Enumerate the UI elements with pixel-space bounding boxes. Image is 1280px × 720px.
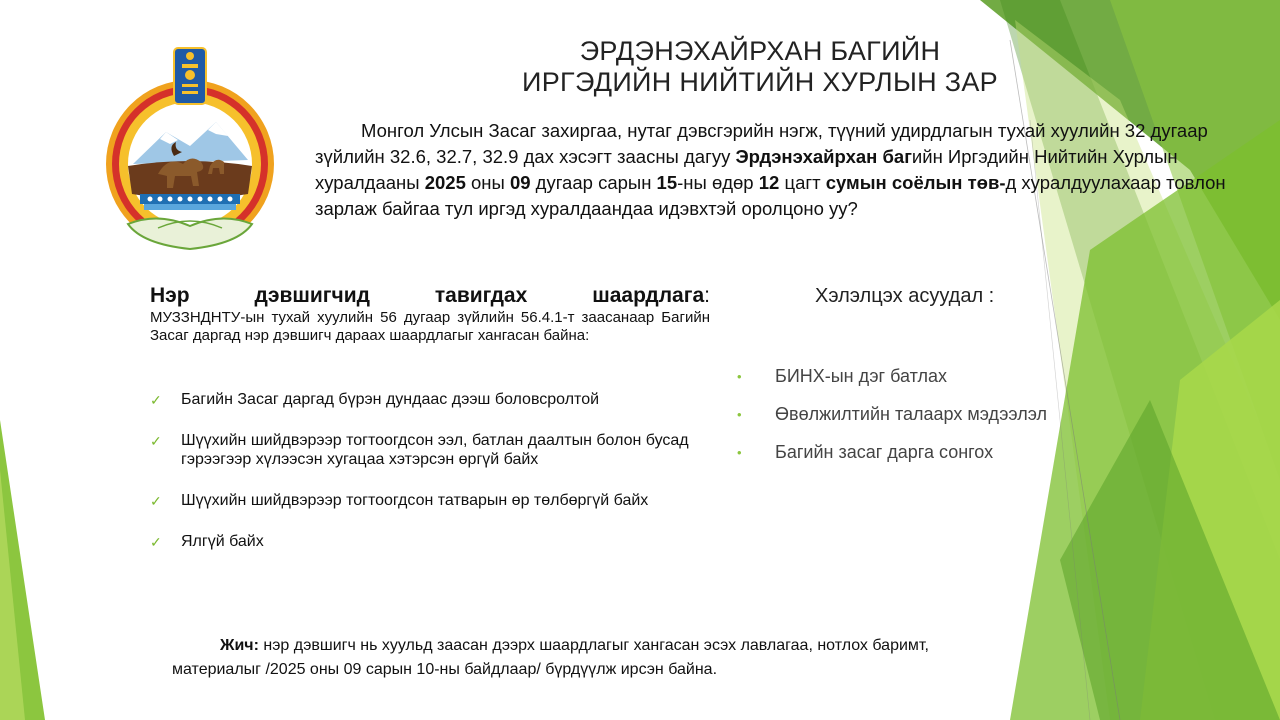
note-label: Жич: <box>220 637 259 654</box>
emblem-waves <box>140 194 240 210</box>
title-line-1: ЭРДЭНЭХАЙРХАН БАГИЙН <box>579 36 941 66</box>
list-item: ✓ Ялгүй байх <box>150 533 264 550</box>
list-item: ✓ Багийн Засаг даргад бүрэн дундаас дээш боловсролтой <box>150 391 600 408</box>
requirements-description: МУЗЗНДНТУ-ын тухай хуулийн 56 дугаар зүйлийн 56.4.1-т заасанаар Багийн Засаг даргад нэр дэвшигч дараах шаардлагыг хангасан байна: <box>150 309 710 344</box>
bullet-icon: • <box>737 407 742 422</box>
bullet-icon: • <box>737 369 742 384</box>
requirements-list <box>150 390 710 573</box>
list-item: • Өвөлжилтийн талаарх мэдээлэл <box>737 404 1047 424</box>
list-item: ✓ Шүүхийн шийдвэрээр тогтоогдсон татварын өр төлбөргүй байх <box>150 492 649 509</box>
footnote: Жич: нэр дэвшигч нь хуульд заасан дээрх шаардлагыг хангасан эсэх лавлагаа, нотлох баримт, материалыг /2025 оны 09 сарын 10-ны байдлаар/ бүрдүүлж ирсэн байна. <box>172 637 929 678</box>
list-item: ✓ Шүүхийн шийдвэрээр тогтоогдсон ээл, батлан даалтын болон бусад гэрээгээр хүлээсэн хугацаа хэтэрсэн өргүй байх <box>150 432 689 468</box>
requirements-heading: Нэр дэвшигчид тавигдах шаардлага: <box>150 284 710 307</box>
check-icon: ✓ <box>150 534 162 550</box>
check-icon: ✓ <box>150 493 162 509</box>
list-item: • Багийн засаг дарга сонгох <box>737 442 994 462</box>
title-line-2: ИРГЭДИЙН НИЙТИЙН ХУРЛЫН ЗАР <box>522 67 998 97</box>
list-item: • БИНХ-ын дэг батлах <box>737 366 947 386</box>
agenda-heading: Хэлэлцэх асуудал : <box>815 285 995 307</box>
check-icon: ✓ <box>150 433 162 449</box>
announcement-paragraph: Монгол Улсын Засаг захиргаа, нутаг дэвсгэрийн нэгж, түүний удирдлагын тухай хуулийн 32 дугаар зүйлийн 32.6, 32.7, 32.9 дах хэсэгт заасны дагуу Эрдэнэхайрхан багийн Иргэдийн Нийтийн Хурлын хуралдааны 2025 оны 09 дугаар сарын 15-ны өдөр 12 цагт сумын соёлын төв-д хуралдуулахаар товлон зарлаж байгаа тул иргэд хуралдаандаа идэвхтэй оролцоно уу? <box>315 120 1226 219</box>
emblem-soyombo <box>174 48 206 104</box>
emblem-logo <box>98 44 283 254</box>
check-icon: ✓ <box>150 392 162 408</box>
agenda-list <box>735 366 1047 480</box>
bullet-icon: • <box>737 445 742 460</box>
page-title <box>470 36 1050 98</box>
